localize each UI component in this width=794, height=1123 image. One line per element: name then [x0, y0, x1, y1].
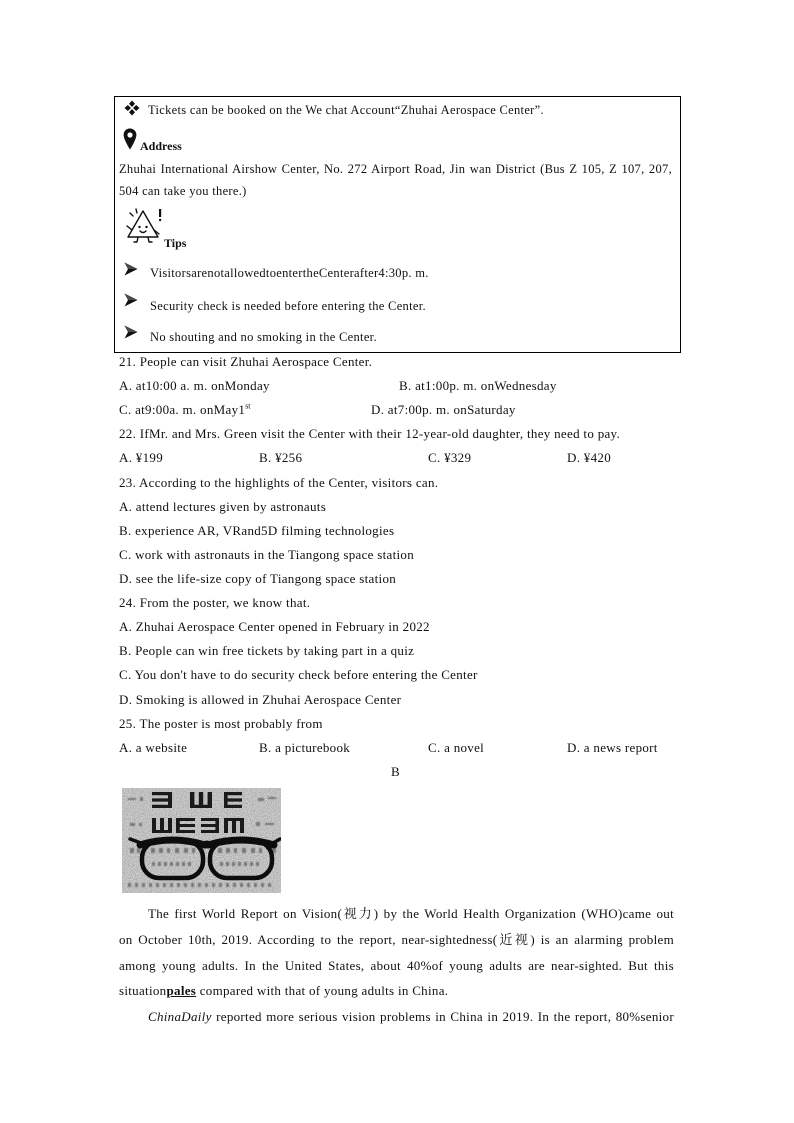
question-21-option-a: A. at10:00 a. m. onMonday: [119, 378, 270, 394]
paragraph-line: [119, 1004, 674, 1030]
question-21-options-row: [119, 374, 679, 398]
passage-b-text: [119, 901, 674, 1030]
question-25-options-row: [119, 736, 679, 760]
address-heading: Address: [140, 139, 182, 153]
question-22-options-row: [119, 446, 679, 470]
address-line: 504 can take you there.): [119, 184, 247, 198]
tip-item: No shouting and no smoking in the Center.: [150, 330, 377, 344]
paragraph-line: The first World Report on Vision(视力) by the World Health Organization (WHO)came out: [148, 906, 674, 921]
four-diamond-icon: [124, 100, 140, 116]
optotype-e-left: [152, 792, 172, 808]
paragraph-line: [119, 978, 674, 1004]
tip-item: VisitorsarenotallowedtoentertheCenterafter4:30p. m.: [150, 266, 429, 280]
question-22-option-d: D. ¥420: [567, 450, 611, 466]
question-25-option-b: B. a picturebook: [259, 739, 351, 755]
tips-heading: Tips: [164, 236, 187, 250]
optotype-e-left: [201, 818, 219, 833]
question-25-option-d: D. a news report: [567, 739, 658, 755]
arrow-bullet-icon: [124, 325, 138, 339]
section-label-row: [119, 760, 679, 784]
questions-section: [119, 350, 679, 784]
paragraph-text: compared with that of young adults in China.: [196, 983, 449, 999]
paragraph-line: among young adults. In the United States, about 40%of young adults are near-sighted. But this: [119, 957, 674, 973]
section-label: B: [391, 763, 400, 779]
paragraph-text: reported more serious vision problems in China in 2019. In the report, 80%senior: [211, 1009, 674, 1024]
question-21-option-c-text: C. at9:00a. m. onMay1: [119, 402, 246, 418]
question-24-option-c: C. You don't have to do security check before entering the Center: [119, 667, 478, 683]
question-21-options-row: [119, 398, 679, 422]
optotype-e-right: [176, 818, 195, 833]
question-22-option-a: A. ¥199: [119, 450, 163, 466]
question-24-stem: 24. From the poster, we know that.: [119, 595, 311, 611]
paragraph-line: on October 10th, 2019. According to the report, near-sightedness(近视) is an alarming problem: [119, 931, 674, 947]
booking-info: Tickets can be booked on the We chat Account“Zhuhai Aerospace Center”.: [148, 103, 544, 117]
optotype-e-right: [224, 792, 242, 808]
warning-mascot-icon: [124, 207, 164, 245]
newspaper-title: ChinaDaily: [148, 1009, 212, 1024]
question-23-stem: 23. According to the highlights of the Center, visitors can.: [119, 474, 439, 490]
key-word-pales: pales: [166, 983, 197, 999]
question-23-option-c: C. work with astronauts in the Tiangong space station: [119, 546, 415, 562]
location-pin-icon: [123, 128, 137, 150]
question-23-option-b: B. experience AR, VRand5D filming technologies: [119, 522, 395, 538]
question-24-option-d: D. Smoking is allowed in Zhuhai Aerospace Center: [119, 691, 402, 707]
eye-chart-glasses-photo: [122, 788, 281, 893]
question-25-option-c: C. a novel: [428, 739, 485, 755]
question-23-option-d: D. see the life-size copy of Tiangong space station: [119, 570, 397, 586]
tip-item: Security check is needed before entering the Center.: [150, 299, 426, 313]
question-25-option-a: A. a website: [119, 739, 188, 755]
optotype-e-down: [224, 818, 244, 833]
question-21-option-c-superscript: st: [245, 401, 251, 411]
question-25-stem: 25. The poster is most probably from: [119, 715, 323, 731]
question-22-stem: 22. IfMr. and Mrs. Green visit the Center with their 12-year-old daughter, they need to pay.: [119, 426, 621, 442]
paragraph-text: situation: [119, 983, 167, 999]
question-21-option-b: B. at1:00p. m. onWednesday: [399, 378, 557, 394]
question-21-option-c: [119, 398, 251, 422]
question-21-stem: 21. People can visit Zhuhai Aerospace Center.: [119, 354, 373, 369]
question-22-option-c: C. ¥329: [428, 450, 472, 466]
question-21-option-d: D. at7:00p. m. onSaturday: [371, 402, 516, 418]
arrow-bullet-icon: [124, 262, 138, 276]
optotype-e-up: [190, 792, 212, 808]
arrow-bullet-icon: [124, 293, 138, 307]
question-24-option-b: B. People can win free tickets by taking part in a quiz: [119, 643, 415, 659]
poster-info-box: [114, 96, 681, 353]
question-23-option-a: A. attend lectures given by astronauts: [119, 498, 327, 514]
question-24-option-a: A. Zhuhai Aerospace Center opened in February in 2022: [119, 619, 430, 635]
address-line: Zhuhai International Airshow Center, No. 272 Airport Road, Jin wan District (Bus Z 105, Z 107, 207,: [119, 162, 672, 176]
optotype-e-up: [152, 818, 172, 833]
question-22-option-b: B. ¥256: [259, 450, 303, 466]
